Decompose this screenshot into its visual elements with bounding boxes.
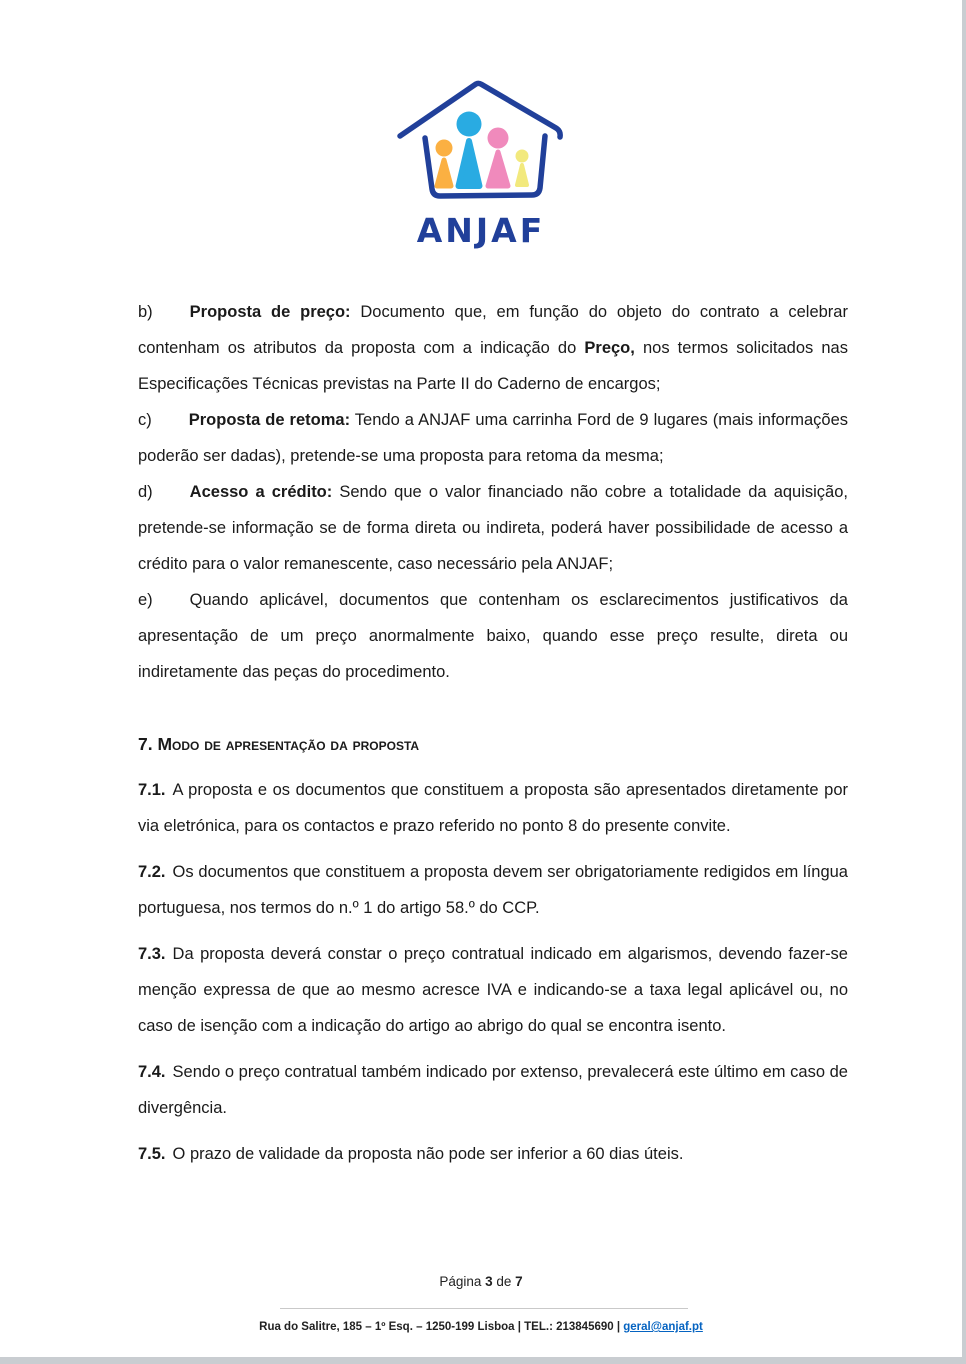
section-heading-7: 7. Modo de apresentação da proposta [138,734,420,754]
document-body [138,294,848,1172]
page-number-line [0,1274,962,1289]
page-number-of: de [492,1274,516,1289]
footer-address-text: Rua do Salitre, 185 – 1º Esq. – 1250-199 Lisboa | TEL.: 213845690 | [259,1321,624,1333]
item-bold-text: Proposta de retoma: [188,411,351,429]
anjaf-logo-wordmark: ANJAF [416,211,546,250]
item-text: Tendo a ANJAF uma carrinha Ford de 9 lugares (mais informações poderão ser dadas), pretende-se uma proposta para retoma da mesma; [138,411,848,465]
window-bottom-edge [0,1357,966,1364]
item-bold-text: Proposta de preço: [189,303,351,321]
paragraph-7-3 [138,936,848,1044]
footer-email-link[interactable]: geral@anjaf.pt [623,1321,703,1333]
anjaf-house-logo-icon [394,80,569,202]
anjaf-logo [0,80,962,250]
page-number-prefix: Página [439,1274,486,1289]
list-item-e [138,582,848,690]
paragraph-text: Sendo o preço contratual também indicado por extenso, prevalecerá este último em caso de divergência. [138,1063,848,1117]
paragraph-text: Da proposta deverá constar o preço contratual indicado em algarismos, devendo fazer-se menção expressa de que ao mesmo acresce IVA e indicando-se a taxa legal aplicável ou, no caso de isenção com a indicação do artigo ao abrigo do qual se encontra isento. [138,945,848,1035]
item-text: Documento que, em função do objeto do contrato a celebrar contenham os atributos da proposta com a indicação do [138,303,848,357]
paragraph-number: 7.5. [138,1145,166,1163]
paragraph-7-4 [138,1054,848,1126]
item-label: b) [138,303,153,321]
person-orange-icon [435,140,452,187]
person-blue-icon [456,112,481,187]
paragraph-7-1 [138,772,848,844]
item-bold-text: Acesso a crédito: [189,483,333,501]
list-item-c [138,402,848,474]
page-number-total: 7 [515,1274,523,1289]
item-label: e) [138,591,153,609]
paragraph-7-5 [138,1136,848,1172]
list-item-d [138,474,848,582]
paragraph-7-2 [138,854,848,926]
footer-divider [280,1308,688,1309]
footer-address-line [0,1321,962,1333]
paragraph-number: 7.4. [138,1063,166,1081]
paragraph-text: O prazo de validade da proposta não pode ser inferior a 60 dias úteis. [172,1145,684,1163]
paragraph-number: 7.3. [138,945,166,963]
item-text: Sendo que o valor financiado não cobre a totalidade da aquisição, pretende-se informação se de forma direta ou indireta, poderá haver possibilidade de acesso a crédito para o valor remanescente, caso necessário pela ANJAF; [138,483,848,573]
item-label: d) [138,483,153,501]
list-item-b [138,294,848,402]
paragraph-text: A proposta e os documentos que constituem a proposta são apresentados diretamente por via eletrónica, para os contactos e prazo referido no ponto 8 do presente convite. [138,781,848,835]
page-number-current: 3 [485,1274,493,1289]
person-yellow-icon [515,150,528,186]
item-text: Quando aplicável, documentos que contenham os esclarecimentos justificativos da apresentação de um preço anormalmente baixo, quando esse preço resulte, direta ou indiretamente das peças do procedimento. [138,591,848,681]
window-right-edge [962,0,966,1364]
paragraph-number: 7.2. [138,863,166,881]
item-label: c) [138,411,152,429]
item-text: nos termos solicitados nas Especificações Técnicas previstas na Parte II do Caderno de encargos; [138,339,848,393]
paragraph-text: Os documentos que constituem a proposta devem ser obrigatoriamente redigidos em língua portuguesa, nos termos do n.º 1 do artigo 58.º do CCP. [138,863,848,917]
person-pink-icon [487,128,508,187]
paragraph-number: 7.1. [138,781,166,799]
item-bold-text: Preço, [584,339,635,357]
